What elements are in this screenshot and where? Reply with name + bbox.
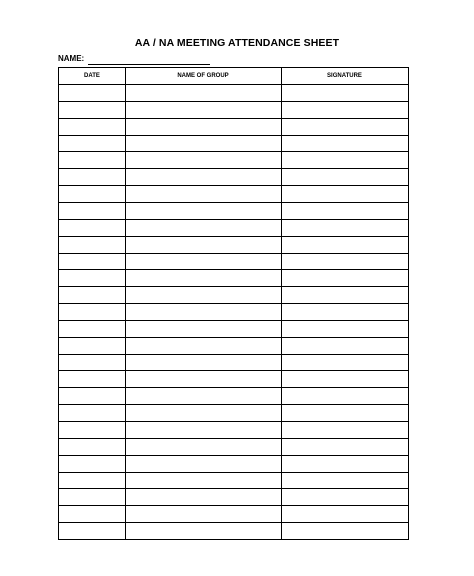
table-row-divider — [59, 505, 408, 506]
table-row-divider — [59, 370, 408, 371]
column-header-name-of-group: NAME OF GROUP — [177, 73, 229, 79]
table-row-divider — [59, 404, 408, 405]
table-row-divider — [59, 438, 408, 439]
table-row-divider — [59, 320, 408, 321]
table-row-divider — [59, 236, 408, 237]
table-row-divider — [59, 185, 408, 186]
table-row-divider — [59, 168, 408, 169]
column-header-signature: SIGNATURE — [327, 73, 362, 79]
table-row-divider — [59, 118, 408, 119]
header-divider — [59, 84, 408, 85]
table-row-divider — [59, 387, 408, 388]
table-row-divider — [59, 337, 408, 338]
table-row-divider — [59, 202, 408, 203]
table-row-divider — [59, 219, 408, 220]
column-header-date: DATE — [84, 73, 100, 79]
table-row-divider — [59, 472, 408, 473]
name-label: NAME: — [58, 54, 85, 63]
table-row-divider — [59, 101, 408, 102]
table-row-divider — [59, 135, 408, 136]
table-row-divider — [59, 269, 408, 270]
table-row-divider — [59, 354, 408, 355]
table-row-divider — [59, 303, 408, 304]
name-blank-line[interactable] — [88, 64, 210, 65]
table-row-divider — [59, 286, 408, 287]
table-row-divider — [59, 151, 408, 152]
name-field-row — [58, 54, 258, 66]
attendance-table — [58, 67, 409, 540]
table-row-divider — [59, 253, 408, 254]
page-title: AA / NA MEETING ATTENDANCE SHEET — [134, 37, 340, 49]
table-row-divider — [59, 455, 408, 456]
table-row-divider — [59, 488, 408, 489]
table-row-divider — [59, 421, 408, 422]
table-row-divider — [59, 522, 408, 523]
